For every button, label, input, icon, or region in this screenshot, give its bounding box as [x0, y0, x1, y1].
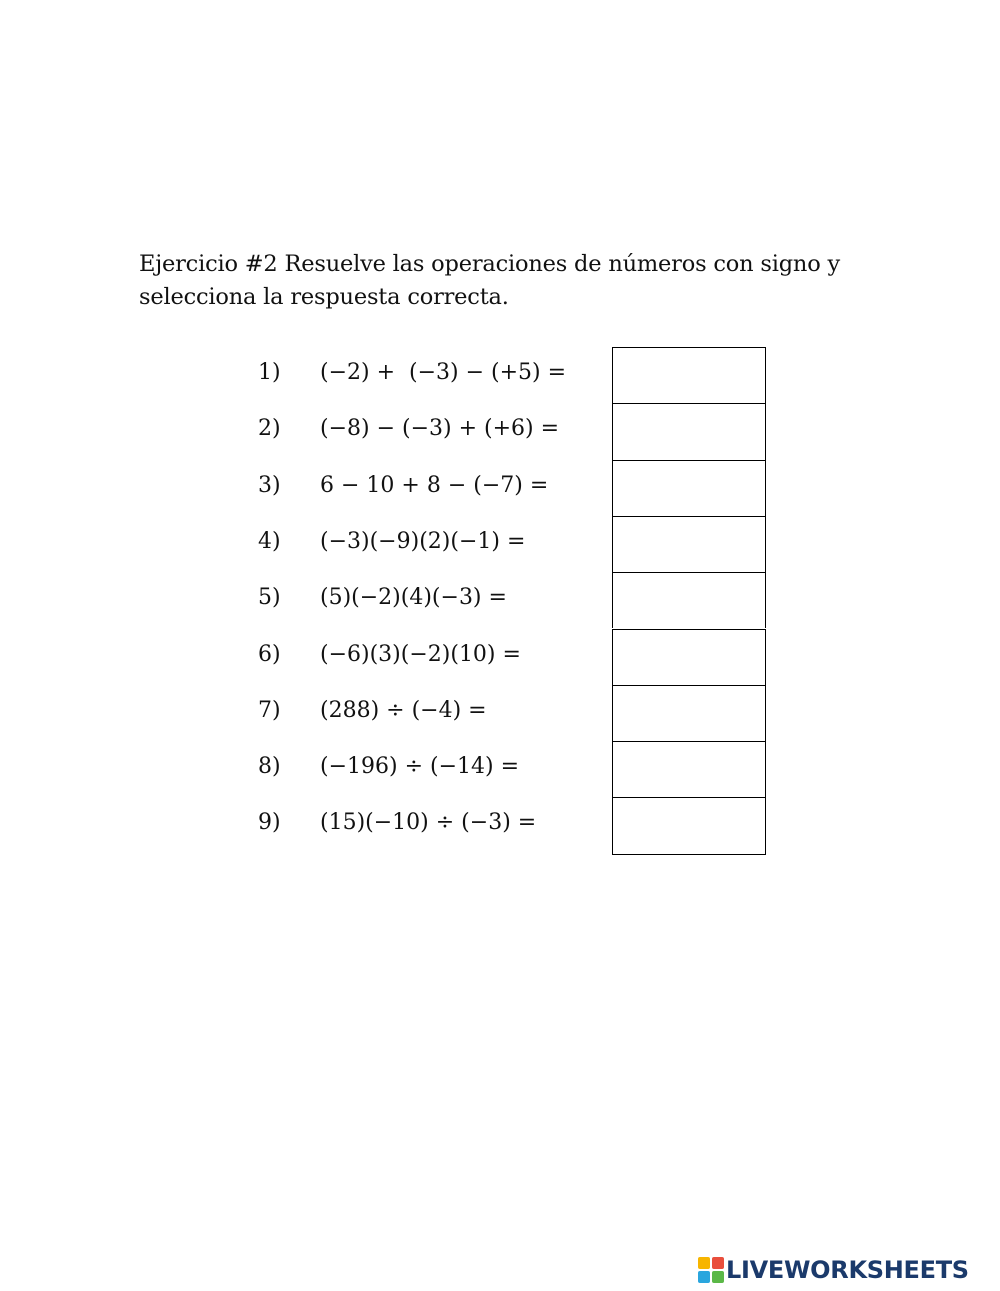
answer-box-1[interactable]: [612, 347, 766, 403]
liveworksheets-logo-icon: [698, 1257, 724, 1283]
problem-number: 3): [258, 472, 281, 498]
problem-number: 1): [258, 360, 281, 385]
problem-expression: (−6)(3)(−2)(10) =: [320, 641, 521, 667]
problem-number: 2): [258, 416, 281, 442]
problem-row-9: [0, 797, 1000, 853]
problem-expression: (−2) + (−3) − (+5) =: [320, 360, 567, 385]
problem-number: 5): [258, 585, 281, 611]
problem-number: 9): [258, 810, 281, 836]
problem-number: 4): [258, 528, 281, 554]
problem-row-5: [0, 572, 1000, 628]
problem-expression: (−196) ÷ (−14) =: [320, 754, 520, 780]
problem-expression: (15)(−10) ÷ (−3) =: [320, 810, 537, 836]
problem-row-7: [0, 685, 1000, 741]
problem-row-6: [0, 629, 1000, 685]
answer-box-2[interactable]: [612, 403, 766, 459]
problem-row-1: [0, 347, 1000, 403]
answer-box-3[interactable]: [612, 460, 766, 516]
answer-box-5[interactable]: [612, 572, 766, 628]
problem-row-3: [0, 460, 1000, 516]
problem-expression: (5)(−2)(4)(−3) =: [320, 585, 507, 611]
answer-box-7[interactable]: [612, 685, 766, 741]
problem-row-4: [0, 516, 1000, 572]
problem-number: 8): [258, 754, 281, 780]
answer-box-6[interactable]: [612, 629, 766, 685]
instructions-line-1: Ejercicio #2 Resuelve las operaciones de números con signo y: [139, 251, 841, 277]
instructions-line-2: selecciona la respuesta correcta.: [139, 284, 509, 310]
problem-row-2: [0, 403, 1000, 459]
problem-row-8: [0, 741, 1000, 797]
instructions: [139, 248, 859, 314]
problem-expression: (−8) − (−3) + (+6) =: [320, 416, 560, 442]
problem-number: 6): [258, 641, 281, 667]
problem-number: 7): [258, 697, 281, 723]
problem-expression: (−3)(−9)(2)(−1) =: [320, 528, 526, 554]
problem-expression: (288) ÷ (−4) =: [320, 697, 487, 723]
liveworksheets-brand: [698, 1255, 969, 1285]
answer-box-9[interactable]: [612, 797, 766, 854]
answer-box-4[interactable]: [612, 516, 766, 572]
answer-box-8[interactable]: [612, 741, 766, 797]
problem-expression: 6 − 10 + 8 − (−7) =: [320, 472, 549, 498]
brand-name: LIVEWORKSHEETS: [726, 1256, 969, 1284]
